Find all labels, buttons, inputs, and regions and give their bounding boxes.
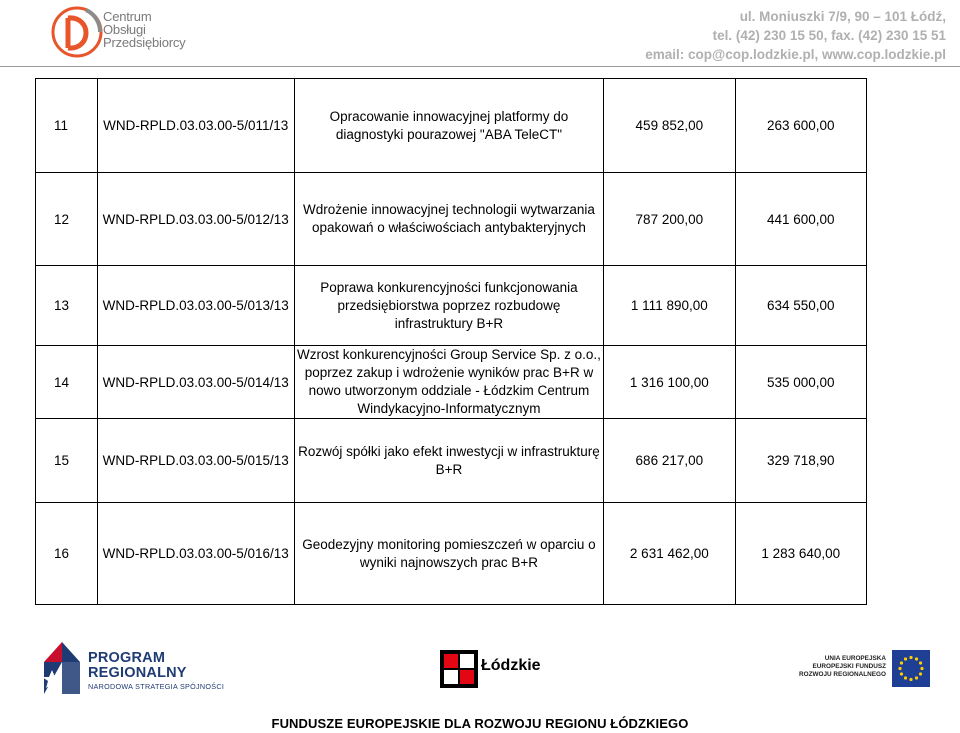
- total-value: 2 631 462,00: [604, 503, 735, 605]
- row-number: 13: [36, 266, 98, 346]
- address-line-2: tel. (42) 230 15 50, fax. (42) 230 15 51: [712, 28, 946, 43]
- eu-star-icon: [900, 672, 903, 675]
- total-value: 1 111 890,00: [604, 266, 735, 346]
- logo-line-1: Centrum: [103, 9, 152, 24]
- table-row: [36, 419, 867, 503]
- project-title: Wzrost konkurencyjności Group Service Sp. z o.o., poprzez zakup i wdrożenie wyników prac B+R w nowo utworzonym oddziale - Łódzkim Centrum Windykacyjno-Informatycznym: [294, 346, 603, 419]
- eu-star-icon: [909, 656, 912, 659]
- application-id: WND-RPLD.03.03.00-5/014/13: [97, 346, 294, 419]
- table-row: [36, 503, 867, 605]
- contact-address: [566, 7, 946, 64]
- lodzkie-text: Łódzkie: [481, 657, 541, 674]
- eu-line-3: ROZWOJU REGIONALNEGO: [799, 671, 886, 678]
- logo-line-3: Przedsiębiorcy: [103, 35, 186, 50]
- cop-logo-text: [103, 10, 185, 49]
- cop-logo-icon: [50, 4, 106, 60]
- logo-line-2: Obsługi: [103, 22, 146, 37]
- address-line-3: email: cop@cop.lodzkie.pl, www.cop.lodzkie.pl: [645, 47, 946, 62]
- project-title: Opracowanie innowacyjnej platformy do diagnostyki pourazowej "ABA TeleCT": [294, 79, 603, 173]
- row-number: 14: [36, 346, 98, 419]
- total-value: 459 852,00: [604, 79, 735, 173]
- total-value: 787 200,00: [604, 173, 735, 266]
- eu-star-icon: [900, 661, 903, 664]
- table-row: [36, 266, 867, 346]
- eu-star-icon: [915, 657, 918, 660]
- program-regionalny-logo: [42, 640, 225, 696]
- funding-value: 535 000,00: [735, 346, 866, 419]
- table-row: [36, 79, 867, 173]
- funding-value: 263 600,00: [735, 79, 866, 173]
- program-regionalny-logo-icon: [42, 640, 82, 696]
- table-row: [36, 173, 867, 266]
- row-number: 11: [36, 79, 98, 173]
- eu-star-icon: [904, 676, 907, 679]
- program-line-1: PROGRAM: [88, 650, 166, 666]
- lodzkie-logo: [440, 650, 550, 688]
- total-value: 686 217,00: [604, 419, 735, 503]
- application-id: WND-RPLD.03.03.00-5/016/13: [97, 503, 294, 605]
- eu-logo: [782, 649, 932, 689]
- funding-value: 634 550,00: [735, 266, 866, 346]
- program-title: [88, 651, 187, 681]
- funding-value: 1 283 640,00: [735, 503, 866, 605]
- eu-star-icon: [919, 672, 922, 675]
- program-subtitle: NARODOWA STRATEGIA SPÓJNOŚCI: [88, 682, 225, 691]
- eu-star-icon: [898, 667, 901, 670]
- row-number: 16: [36, 503, 98, 605]
- eu-line-2: EUROPEJSKI FUNDUSZ: [812, 663, 886, 670]
- program-line-2: REGIONALNY: [88, 665, 187, 681]
- address-line-1: ul. Moniuszki 7/9, 90 – 101 Łódź,: [739, 9, 946, 24]
- cop-logo: [50, 4, 186, 60]
- projects-table: [35, 78, 867, 605]
- application-id: WND-RPLD.03.03.00-5/011/13: [97, 79, 294, 173]
- application-id: WND-RPLD.03.03.00-5/015/13: [97, 419, 294, 503]
- eu-star-icon: [919, 661, 922, 664]
- funding-value: 329 718,90: [735, 419, 866, 503]
- lodzkie-logo-icon: [440, 650, 478, 688]
- eu-text: [782, 655, 886, 679]
- total-value: 1 316 100,00: [604, 346, 735, 419]
- project-title: Geodezyjny monitoring pomieszczeń w oparciu o wyniki najnowszych prac B+R: [294, 503, 603, 605]
- application-id: WND-RPLD.03.03.00-5/013/13: [97, 266, 294, 346]
- eu-star-icon: [904, 657, 907, 660]
- row-number: 15: [36, 419, 98, 503]
- application-id: WND-RPLD.03.03.00-5/012/13: [97, 173, 294, 266]
- row-number: 12: [36, 173, 98, 266]
- eu-line-1: UNIA EUROPEJSKA: [824, 655, 886, 662]
- eu-flag-icon: [892, 650, 930, 687]
- table-row: [36, 346, 867, 419]
- eu-star-icon: [909, 678, 912, 681]
- project-title: Rozwój spółki jako efekt inwestycji w infrastrukturę B+R: [294, 419, 603, 503]
- eu-star-icon: [915, 676, 918, 679]
- footer-title: FUNDUSZE EUROPEJSKIE DLA ROZWOJU REGIONU ŁÓDZKIEGO: [271, 716, 689, 731]
- project-title: Poprawa konkurencyjności funkcjonowania przedsiębiorstwa poprzez rozbudowę infrastruktury B+R: [294, 266, 603, 346]
- eu-star-icon: [920, 667, 923, 670]
- header-divider: [0, 66, 960, 67]
- funding-value: 441 600,00: [735, 173, 866, 266]
- project-title: Wdrożenie innowacyjnej technologii wytwarzania opakowań o właściwościach antybakteryjnych: [294, 173, 603, 266]
